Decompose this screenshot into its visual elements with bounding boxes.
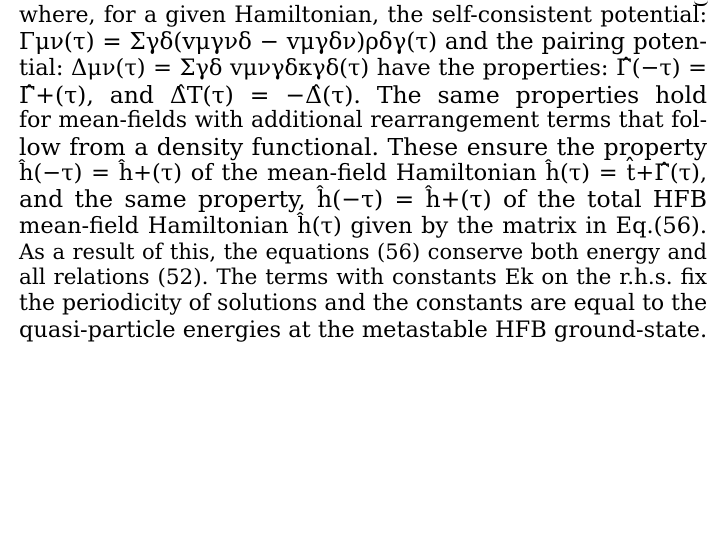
text-line-3: tial: Δμν(τ) = Σγδ vμνγδκγδ(τ) have the properties: Γ̂(−τ) = xyxy=(19,55,707,82)
text-line-12: the periodicity of solutions and the constants are equal to the xyxy=(19,291,708,317)
text-line-6: low from a density functional. These ensure the property xyxy=(19,132,707,161)
text-line-1: where, for a given Hamiltonian, the self-consistent potential: xyxy=(19,3,707,28)
text-line-13: quasi-particle energies at the metastable HFB ground-state. xyxy=(19,317,708,344)
text-line-9: mean-field Hamiltonian ĥ(τ) given by the matrix in Eq.(56). xyxy=(19,212,707,239)
text-line-10: As a result of this, the equations (56) conserve both energy and xyxy=(19,239,707,264)
text-line-4: Γ̂+(τ), and Δ̂T(τ) = −Δ̂(τ). The same properties hold xyxy=(19,80,707,109)
text-line-2: Γμν(τ) = Σγδ(vμγνδ − vμγδν)ρδγ(τ) and the pairing poten- xyxy=(19,29,707,56)
body-paragraph xyxy=(19,3,707,343)
text-line-8: and the same property, ĥ(−τ) = ĥ+(τ) of the total HFB xyxy=(19,185,707,214)
text-line-5: for mean-fields with additional rearrangement terms that fol- xyxy=(19,107,707,133)
text-line-11: all relations (52). The terms with constants Ek on the r.h.s. fix xyxy=(19,264,707,290)
text-line-7: ĥ(−τ) = ĥ+(τ) of the mean-field Hamiltonian ĥ(τ) = t̂+Γ̂(τ), xyxy=(19,160,707,187)
